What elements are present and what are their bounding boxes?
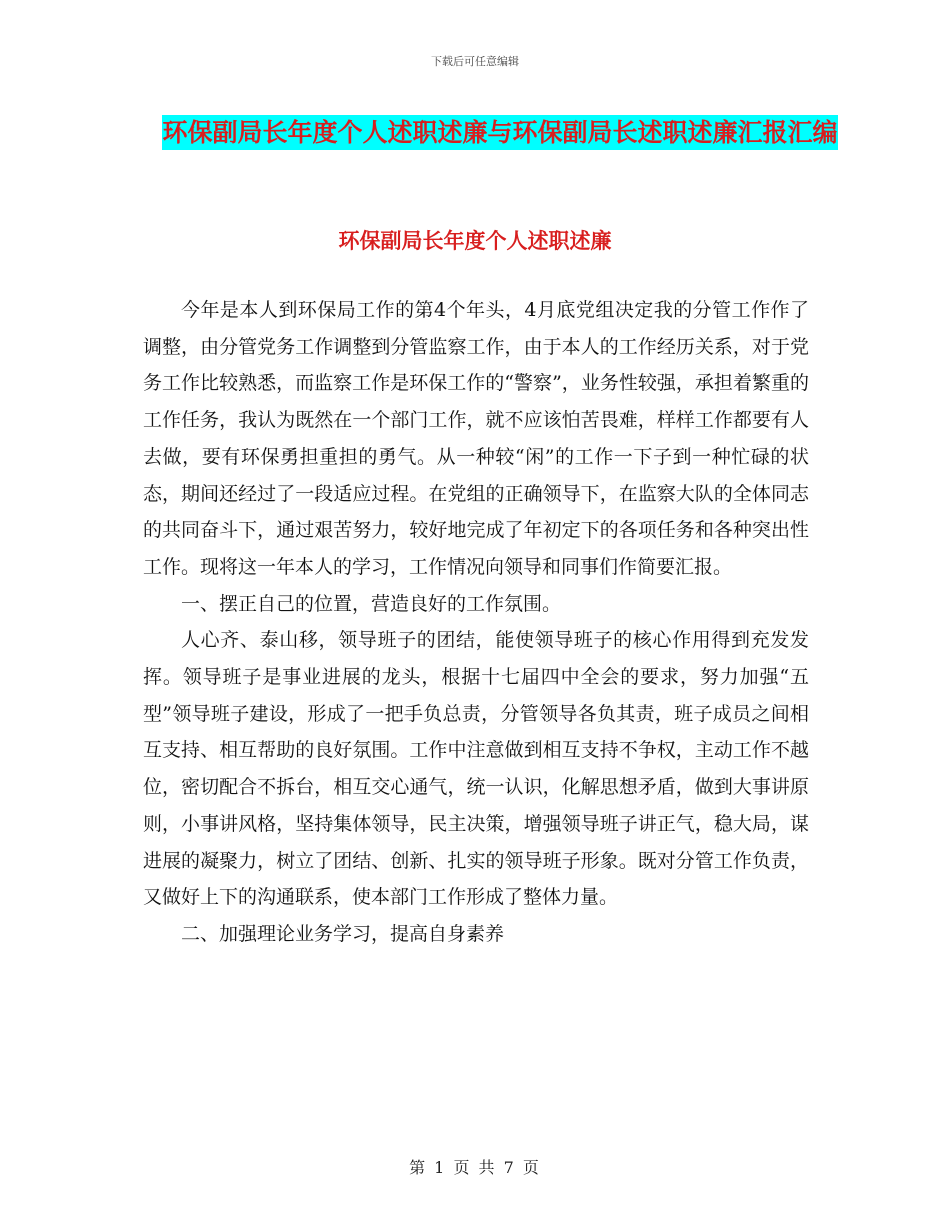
- paragraph: 二、加强理论业务学习，提高自身素养: [181, 922, 505, 945]
- paragraph: 一、摆正自己的位置，营造良好的工作氛围。: [181, 592, 562, 615]
- page-footer: 第 1 页 共 7 页: [409, 1158, 541, 1177]
- paragraph: 今年是本人到环保局工作的第4个年头，4月底党组决定我的分管工作作了调整，由分管党务工作调整到分管监察工作，由于本人的工作经历关系，对于党务工作比较熟悉，而监察工作是环保工作的“警察”，业务性较强，承担着繁重的工作任务，我认为既然在一个部门工作，就不应该怕苦畏难，样样工作都要有人去做，要有环保勇担重担的勇气。从一种较“闲”的工作一下子到一种忙碌的状态，期间还经过了一段适应过程。在党组的正确领导下，在监察大队的全体同志的共同奋斗下，通过艰苦努力，较好地完成了年初定下的各项任务和各种突出性工作。现将这一年本人的学习，工作情况向领导和同事们作简要汇报。: [143, 299, 809, 578]
- body-text: [143, 292, 809, 953]
- section-title: 环保副局长年度个人述职述廉: [338, 229, 612, 253]
- header-note: 下载后可任意编辑: [431, 55, 519, 68]
- document-title: [120, 110, 880, 155]
- paragraph: 人心齐、泰山移，领导班子的团结，能使领导班子的核心作用得到充发发挥。领导班子是事业进展的龙头，根据十七届四中全会的要求，努力加强“五型”领导班子建设，形成了一把手负总责，分管领导各负其责，班子成员之间相互支持、相互帮助的良好氛围。工作中注意做到相互支持不争权，主动工作不越位，密切配合不拆台，相互交心通气，统一认识，化解思想矛盾，做到大事讲原则，小事讲风格，坚持集体领导，民主决策，增强领导班子讲正气，稳大局，谋进展的凝聚力，树立了团结、创新、扎实的领导班子形象。既对分管工作负责，又做好上下的沟通联系，使本部门工作形成了整体力量。: [143, 629, 809, 909]
- document-title-text: 环保副局长年度个人述职述廉与环保副局长述职述廉汇报汇编: [162, 115, 837, 150]
